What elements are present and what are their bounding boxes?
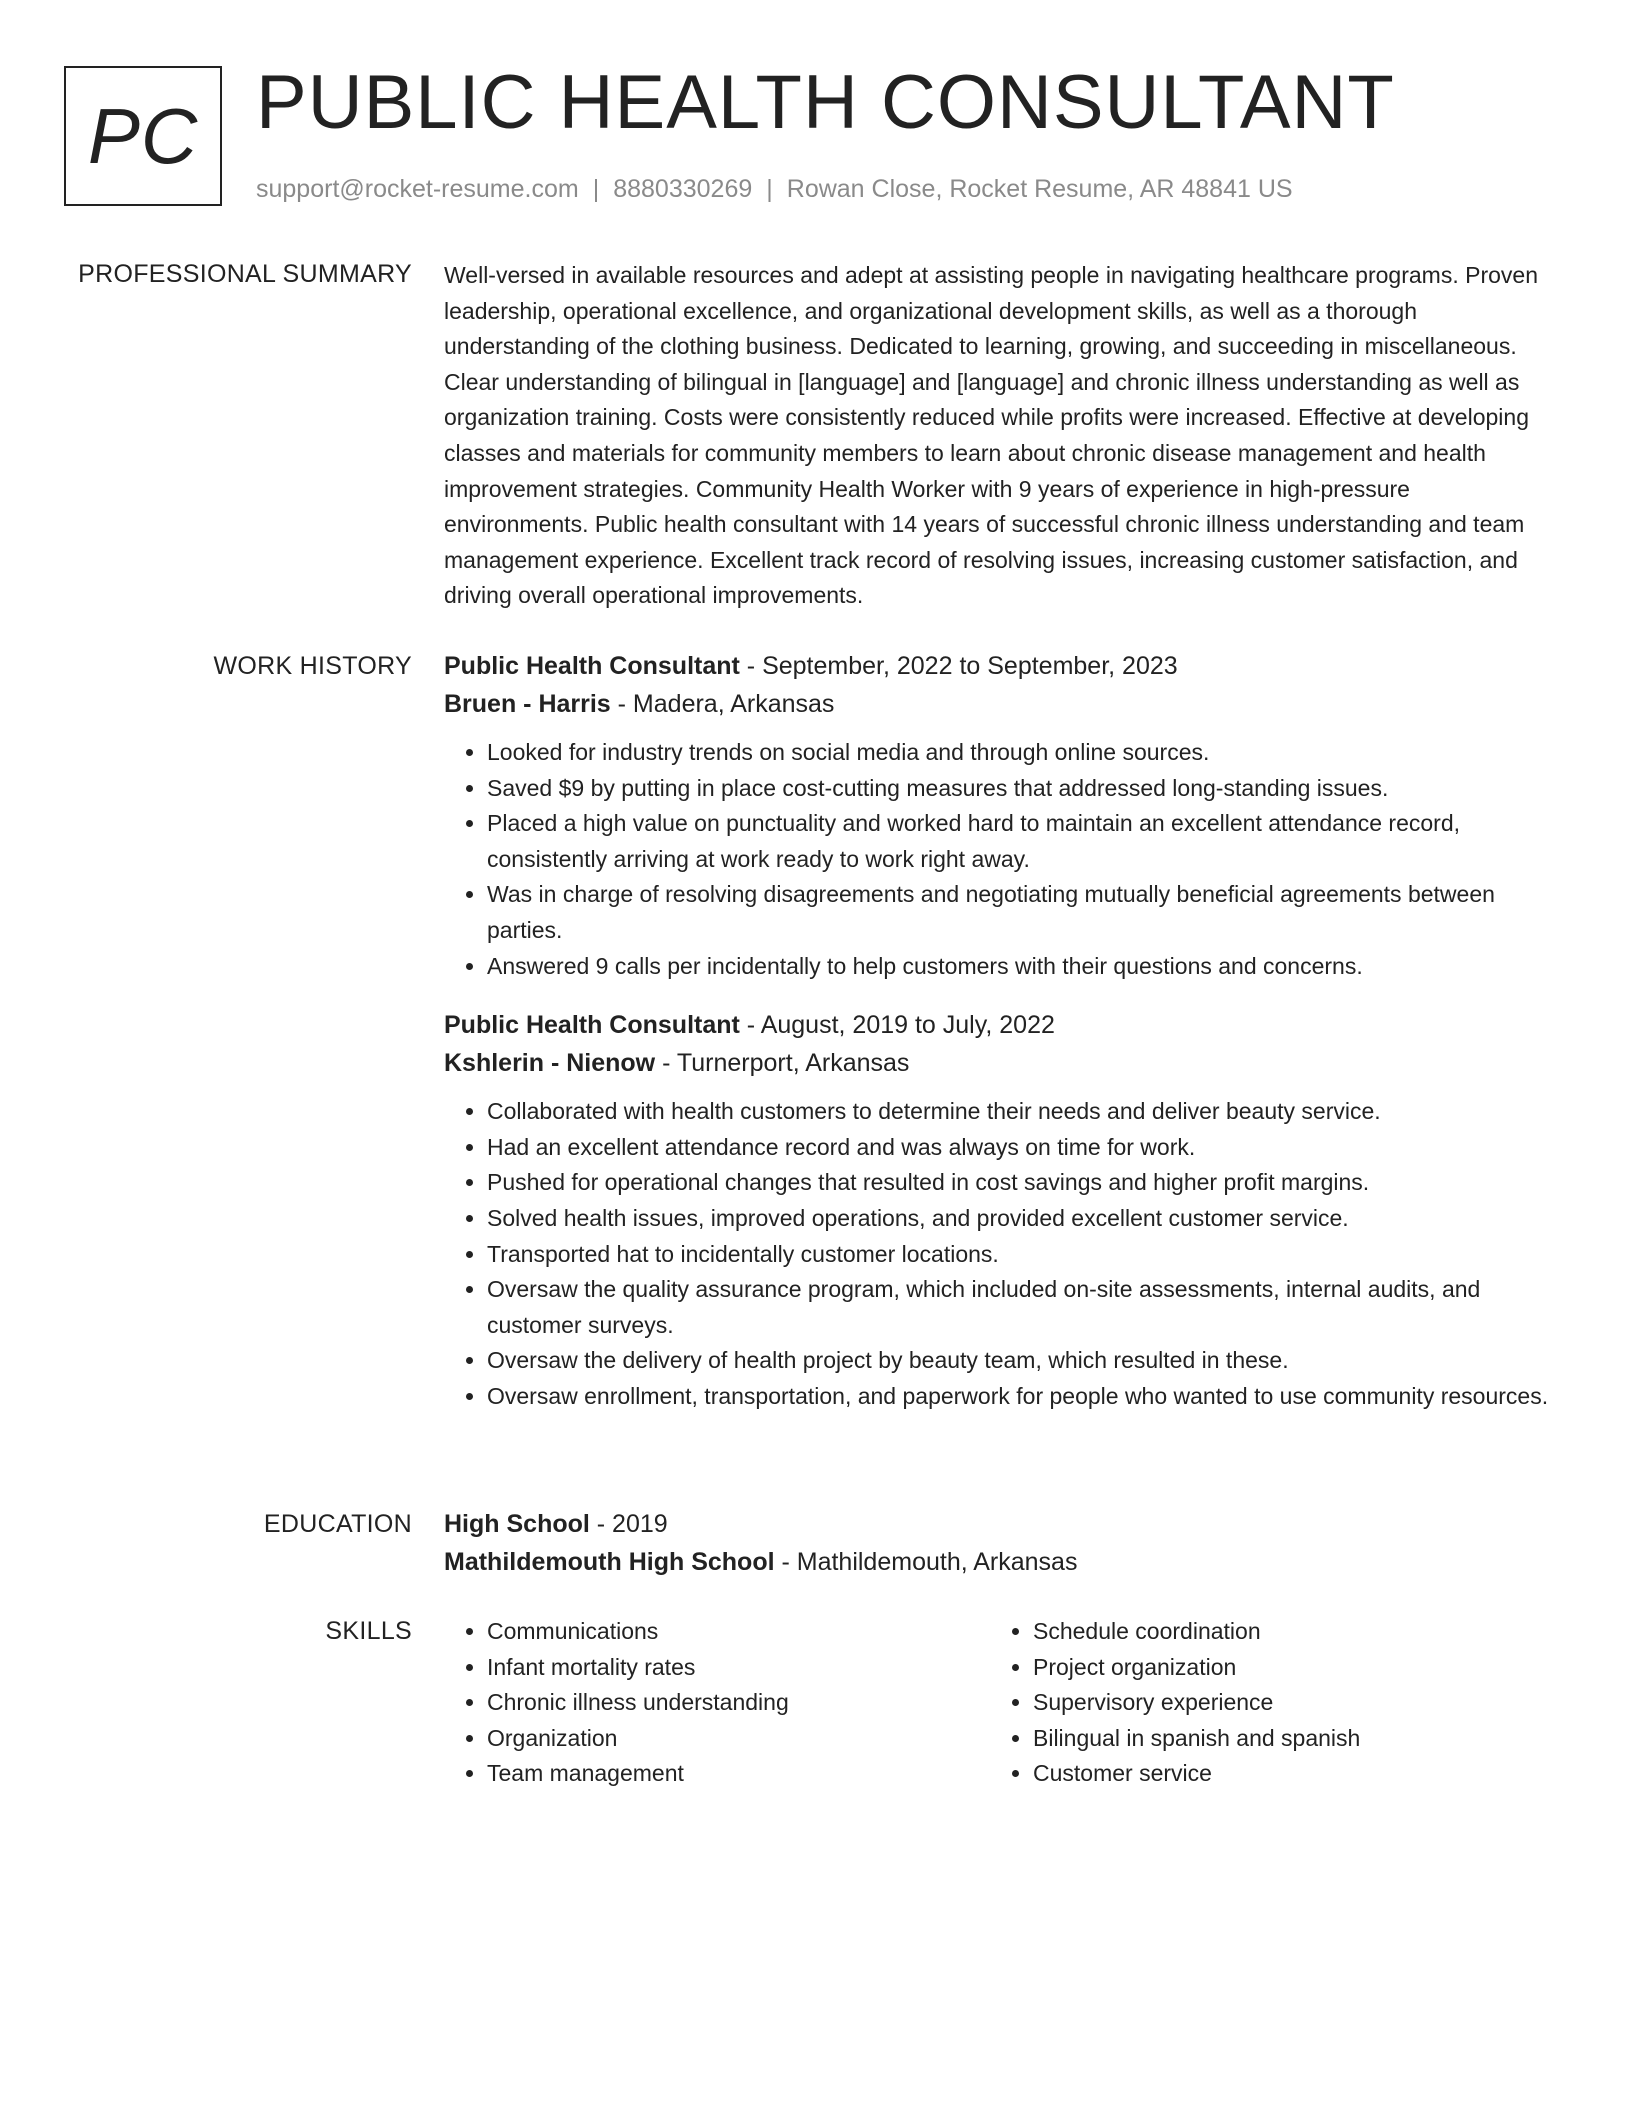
list-item: • Bilingual in spanish and spanish (1033, 1721, 1536, 1757)
list-item: • Answered 9 calls per incidentally to help customers with their questions and concerns. (487, 949, 1559, 985)
education-year: - 2019 (589, 1510, 668, 1538)
skills-column-left (444, 1614, 990, 1792)
skills-column-right (990, 1614, 1536, 1792)
skills-list-right (990, 1614, 1536, 1792)
skills-columns (444, 1614, 1559, 1792)
list-item: • Solved health issues, improved operations, and provided excellent customer service. (487, 1201, 1559, 1237)
list-item: • Organization (487, 1721, 990, 1757)
monogram-box (64, 66, 222, 206)
job-dates: - August, 2019 to July, 2022 (739, 1011, 1055, 1040)
section-heading-summary: PROFESSIONAL SUMMARY (78, 260, 412, 288)
contact-address: Rowan Close, Rocket Resume, AR 48841 US (786, 175, 1293, 203)
job-title: Public Health Consultant (444, 652, 740, 680)
job-title-line (444, 1006, 1559, 1044)
list-item: • Looked for industry trends on social media and through online sources. (487, 735, 1559, 771)
job-company-line (444, 685, 1559, 723)
list-item: • Transported hat to incidentally customer locations. (487, 1237, 1559, 1273)
job-location: - Turnerport, Arkansas (655, 1049, 910, 1078)
job-title: Public Health Consultant (444, 1011, 740, 1040)
list-item: • Pushed for operational changes that resulted in cost savings and higher profit margins. (487, 1165, 1559, 1201)
job-company: Kshlerin - Nienow (444, 1049, 656, 1078)
list-item: • Had an excellent attendance record and was always on time for work. (487, 1130, 1559, 1166)
skills-list-left (444, 1614, 990, 1792)
work-body (444, 647, 1559, 1415)
job-dates: - September, 2022 to September, 2023 (739, 652, 1178, 680)
page-title: PUBLIC HEALTH CONSULTANT (256, 60, 1395, 145)
contact-separator: | (592, 175, 600, 203)
list-item: • Saved $9 by putting in place cost-cutting measures that addressed long-standing issues. (487, 771, 1559, 807)
job-entry (444, 1006, 1559, 1414)
job-company-line (444, 1044, 1559, 1082)
monogram-initials: PC (87, 91, 199, 180)
job-location: - Madera, Arkansas (610, 690, 835, 718)
education-location: - Mathildemouth, Arkansas (774, 1548, 1078, 1576)
list-item: • Oversaw enrollment, transportation, and paperwork for people who wanted to use community resources. (487, 1379, 1559, 1415)
list-item: • Supervisory experience (1033, 1685, 1536, 1721)
contact-separator: | (766, 175, 773, 203)
skills-body (444, 1614, 1559, 1792)
section-heading-work: WORK HISTORY (213, 652, 412, 680)
list-item: • Oversaw the delivery of health project by beauty team, which resulted in these. (487, 1343, 1559, 1379)
job-bullets (444, 1094, 1559, 1414)
education-degree: High School (444, 1510, 590, 1538)
section-heading-education: EDUCATION (263, 1510, 412, 1538)
contact-line (256, 174, 1293, 204)
list-item: • Schedule coordination (1033, 1614, 1536, 1650)
education-school: Mathildemouth High School (444, 1548, 775, 1576)
list-item: • Was in charge of resolving disagreements and negotiating mutually beneficial agreements between parties. (487, 877, 1559, 948)
education-body (444, 1505, 1559, 1581)
job-bullets (444, 735, 1559, 984)
list-item: • Project organization (1033, 1650, 1536, 1686)
list-item: • Collaborated with health customers to determine their needs and deliver beauty service. (487, 1094, 1559, 1130)
job-entry (444, 647, 1559, 984)
summary-body (444, 258, 1559, 614)
list-item: • Chronic illness understanding (487, 1685, 990, 1721)
section-heading-skills: SKILLS (325, 1617, 412, 1645)
job-title-line (444, 647, 1559, 685)
list-item: • Infant mortality rates (487, 1650, 990, 1686)
list-item: • Team management (487, 1756, 990, 1792)
education-degree-line (444, 1505, 1559, 1543)
contact-email: support@rocket-resume.com (256, 175, 579, 203)
list-item: • Customer service (1033, 1756, 1536, 1792)
list-item: • Placed a high value on punctuality and worked hard to maintain an excellent attendance record, consistently arriving at work ready to work right away. (487, 806, 1559, 877)
list-item: • Communications (487, 1614, 990, 1650)
education-school-line (444, 1543, 1559, 1581)
summary-text: Well-versed in available resources and adept at assisting people in navigating healthcare programs. Proven leadership, operational excellence, and organizational development skills, as well as a thorough understanding of the clothing business. Dedicated to learning, growing, and succeeding in miscellaneous. Clear understanding of bilingual in [language] and [language] and chronic illness understanding as well as organization training. Costs were consistently reduced while profits were increased. Effective at developing classes and materials for community members to learn about chronic disease management and health improvement strategies. Community Health Worker with 9 years of experience in high-pressure environments. Public health consultant with 14 years of successful chronic illness understanding and team management experience. Excellent track record of resolving issues, increasing customer satisfaction, and driving overall operational improvements. (444, 262, 1538, 609)
contact-phone: 8880330269 (613, 175, 753, 203)
job-company: Bruen - Harris (444, 690, 611, 718)
list-item: • Oversaw the quality assurance program, which included on-site assessments, internal audits, and customer surveys. (487, 1272, 1559, 1343)
